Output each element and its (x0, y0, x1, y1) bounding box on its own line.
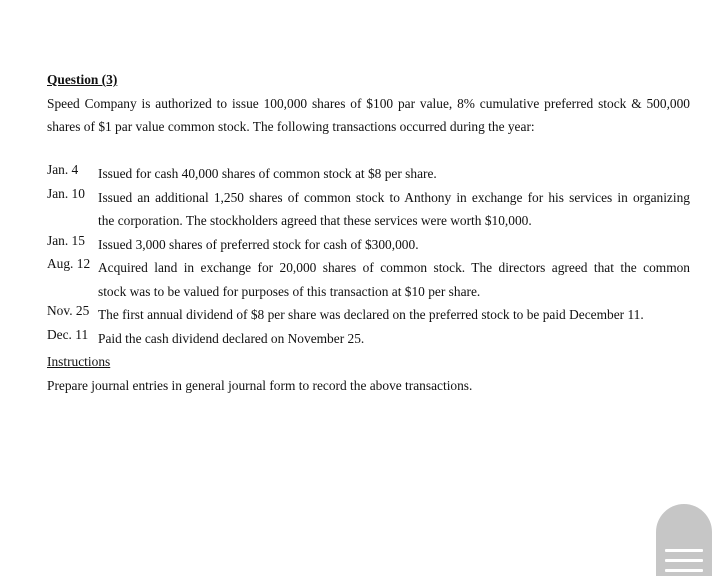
transaction-row (47, 162, 690, 186)
instructions-heading: Instructions (47, 354, 111, 369)
transaction-date: Jan. 15 (47, 232, 85, 248)
transaction-row (47, 327, 690, 351)
transaction-row (47, 186, 690, 233)
transaction-row (47, 303, 690, 327)
transaction-date: Aug. 12 (47, 256, 91, 271)
transaction-text: Acquired land in exchange for 20,000 shares of common stock. The directors agreed that the common (98, 260, 690, 275)
transaction-date: Nov. 25 (47, 303, 90, 318)
question-title: Question (3) (47, 72, 118, 87)
intro-line-2: shares of $1 par value common stock. The following transactions occurred during the year: (47, 119, 535, 134)
transaction-date: Jan. 4 (47, 162, 79, 177)
transaction-text: Issued an additional 1,250 shares of common stock to Anthony in exchange for his services in organizing (98, 189, 690, 205)
transaction-text: Paid the cash dividend declared on November 25. (98, 330, 365, 346)
paragraph-gap (47, 139, 690, 163)
transaction-text: stock was to be valued for purposes of this transaction at $10 per share. (98, 283, 481, 299)
transaction-date: Jan. 10 (47, 185, 85, 201)
transaction-row (47, 256, 690, 303)
instructions-text: Prepare journal entries in general journal form to record the above transactions. (47, 377, 473, 393)
intro-line-1: Speed Company is authorized to issue 100,000 shares of $100 par value, 8% cumulative preferred stock & 500,000 (47, 95, 690, 111)
transaction-text: Issued 3,000 shares of preferred stock for cash of $300,000. (98, 236, 419, 252)
transaction-text: The first annual dividend of $8 per share was declared on the preferred stock to be paid December 11. (98, 307, 644, 322)
transaction-text: Issued for cash 40,000 shares of common stock at $8 per share. (98, 166, 437, 181)
menu-button[interactable] (656, 504, 712, 576)
transaction-text: the corporation. The stockholders agreed that these services were worth $10,000. (98, 213, 532, 228)
transaction-date: Dec. 11 (47, 326, 89, 342)
question-document (47, 68, 690, 397)
transaction-row (47, 233, 690, 257)
